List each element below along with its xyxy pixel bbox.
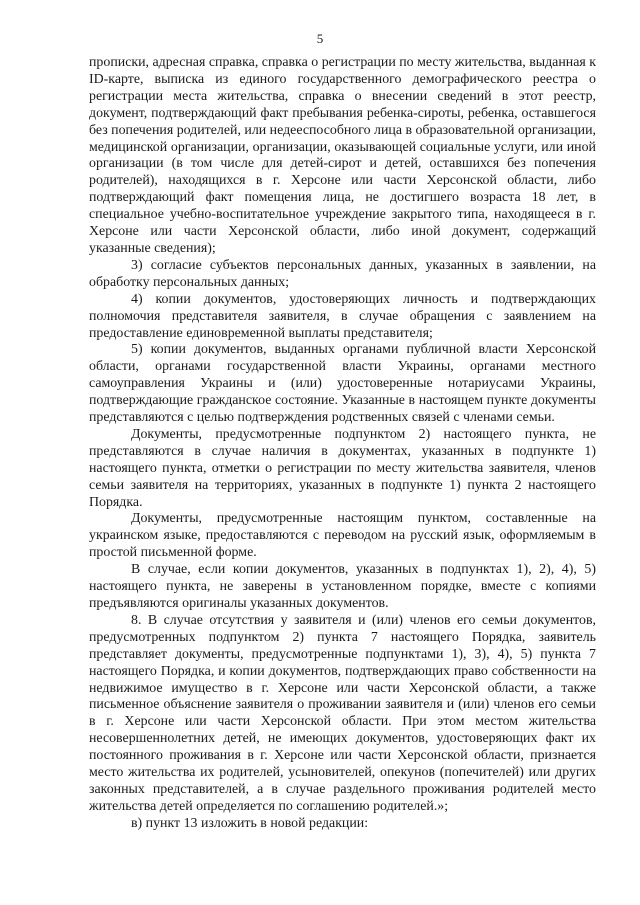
paragraph-item-4-identity-copies: 4) копии документов, удостоверяющих личность и подтверждающих полномочия представителя заявителя, в случае обращения с заявлением на предоставление единовременной выплаты представителя;	[89, 291, 596, 341]
document-body	[89, 55, 596, 833]
paragraph-point-8: 8. В случае отсутствия у заявителя и (или) членов его семьи документов, предусмотренных подпунктом 2) пункта 7 настоящего Порядка, заявитель представляет документы, предусмотренные подпунктами 1), 3), 4), 5) пункта 7 настоящего Порядка, и копии документов, подтверждающих право собственности на недвижимое имущество в г. Херсоне или части Херсонской области, а также письменное объяснение заявителя о проживании заявителя и (или) членов его семьи в г. Херсоне или части Херсонской области. При этом местом жительства несовершеннолетних детей, не имеющих документов, удостоверяющих факт их постоянного проживания в г. Херсоне или части Херсонской области, признается место жительства их родителей, усыновителей, опекунов (попечителей) или других законных представителей, а в случае раздельного проживания родителей место жительства детей определяется по соглашению родителей.»;	[89, 612, 596, 814]
page-number: 5	[316, 31, 324, 46]
paragraph-residence-documents: прописки, адресная справка, справка о регистрации по месту жительства, выданная к ID-карте, выписка из единого государственного демографического реестра о регистрации места жительства, справка о внесении сведений в этот реестр, документ, подтверждающий факт пребывания ребенка-сироты, ребенка, оставшегося без попечения родителей, или недееспособного лица в образовательной организации, медицинской организации, организации, оказывающей социальные услуги, или иной организации (в том числе для детей-сирот и детей, оставшихся без попечения родителей), находящихся в г. Херсоне или части Херсонской области, либо подтверждающий факт помещения лица, не достигшего возраста 18 лет, в специальное учебно-воспитательное учреждение закрытого типа, находящееся в г. Херсоне или части Херсонской области, либо иной документ, содержащий указанные сведения);	[89, 55, 597, 256]
paragraph-subitem-2-exemption: Документы, предусмотренные подпунктом 2) настоящего пункта, не представляются в случае наличия в документах, указанных в подпункте 1) настоящего пункта, отметки о регистрации по месту жительства заявителя, членов семьи заявителя на территориях, указанных в подпункте 1) пункта 2 настоящего Порядка.	[89, 426, 596, 510]
paragraph-item-5-civil-status: 5) копии документов, выданных органами публичной власти Херсонской области, органами государственной власти Украины, органами местного самоуправления Украины и (или) удостоверенные нотариусами Украины, подтверждающие гражданское состояние. Указанные в настоящем пункте документы представляются с целью подтверждения родственных связей с членами семьи.	[89, 342, 596, 426]
paragraph-ukrainian-translation: Документы, предусмотренные настоящим пунктом, составленные на украинском языке, предоставляются с переводом на русский язык, оформляемым в простой письменной форме.	[89, 511, 596, 561]
paragraph-item-3-consent: 3) согласие субъектов персональных данных, указанных в заявлении, на обработку персональных данных;	[89, 257, 596, 290]
paragraph-point-13-amendment: в) пункт 13 изложить в новой редакции:	[131, 815, 369, 831]
paragraph-originals-required: В случае, если копии документов, указанных в подпунктах 1), 2), 4), 5) настоящего пункта, не заверены в установленном порядке, вместе с копиями предъявляются оригиналы указанных документов.	[89, 562, 596, 611]
